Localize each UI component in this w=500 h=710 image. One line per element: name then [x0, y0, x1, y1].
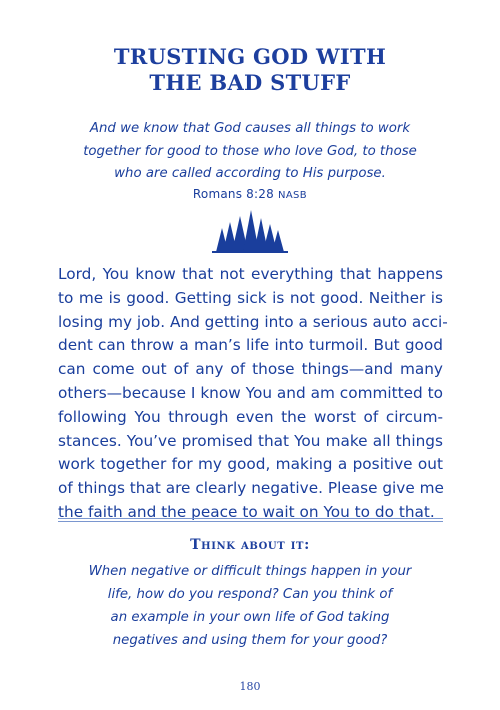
verse-line: together for good to those who love God, to those: [83, 143, 417, 159]
pine-trees-icon: [210, 208, 290, 254]
prayer-line: following You through even the worst of circum-: [58, 407, 443, 426]
scripture-verse: [50, 118, 450, 186]
question-line: negatives and using them for your good?: [112, 633, 388, 648]
divider-rule: [58, 518, 443, 519]
think-about-it-heading: Think about it:: [190, 537, 310, 553]
prayer-line: the faith and the peace to wait on You to do that.: [58, 502, 435, 521]
reference-text: Romans 8:28: [192, 187, 274, 201]
prayer-line: stances. You’ve promised that You make all things: [58, 431, 443, 450]
verse-line: And we know that God causes all things to work: [89, 121, 411, 136]
verse-reference: [0, 186, 500, 204]
question-line: When negative or difficult things happen in your: [88, 564, 412, 579]
question-line: life, how do you respond? Can you think of: [107, 587, 393, 602]
prayer-line: Lord, You know that not everything that happens: [58, 265, 443, 283]
prayer-paragraph: [58, 263, 448, 525]
prayer-line: work together for my good, making a positive out: [58, 455, 443, 474]
prayer-line: others—because I know You and am committed to: [58, 383, 443, 402]
bible-version: NASB: [277, 190, 308, 201]
prayer-line: losing my job. And getting into a serious auto acci-: [58, 312, 448, 331]
page-number: 180: [239, 680, 261, 693]
prayer-line: dent can throw a man’s life into turmoil. But good: [58, 336, 443, 355]
title-line-1: TRUSTING GOD WITH: [113, 44, 387, 69]
verse-line: who are called according to His purpose.: [114, 166, 386, 181]
prayer-line: of things that are clearly negative. Please give me: [58, 479, 444, 498]
page-title: [0, 44, 500, 96]
title-line-2: THE BAD STUFF: [149, 70, 351, 95]
prayer-line: can come out of any of those things—and many: [58, 360, 443, 379]
divider-rule: [58, 521, 443, 522]
reflection-questions: [50, 560, 450, 652]
prayer-line: to me is good. Getting sick is not good. Neither is: [58, 288, 443, 307]
question-line: an example in your own life of God taking: [110, 610, 390, 625]
